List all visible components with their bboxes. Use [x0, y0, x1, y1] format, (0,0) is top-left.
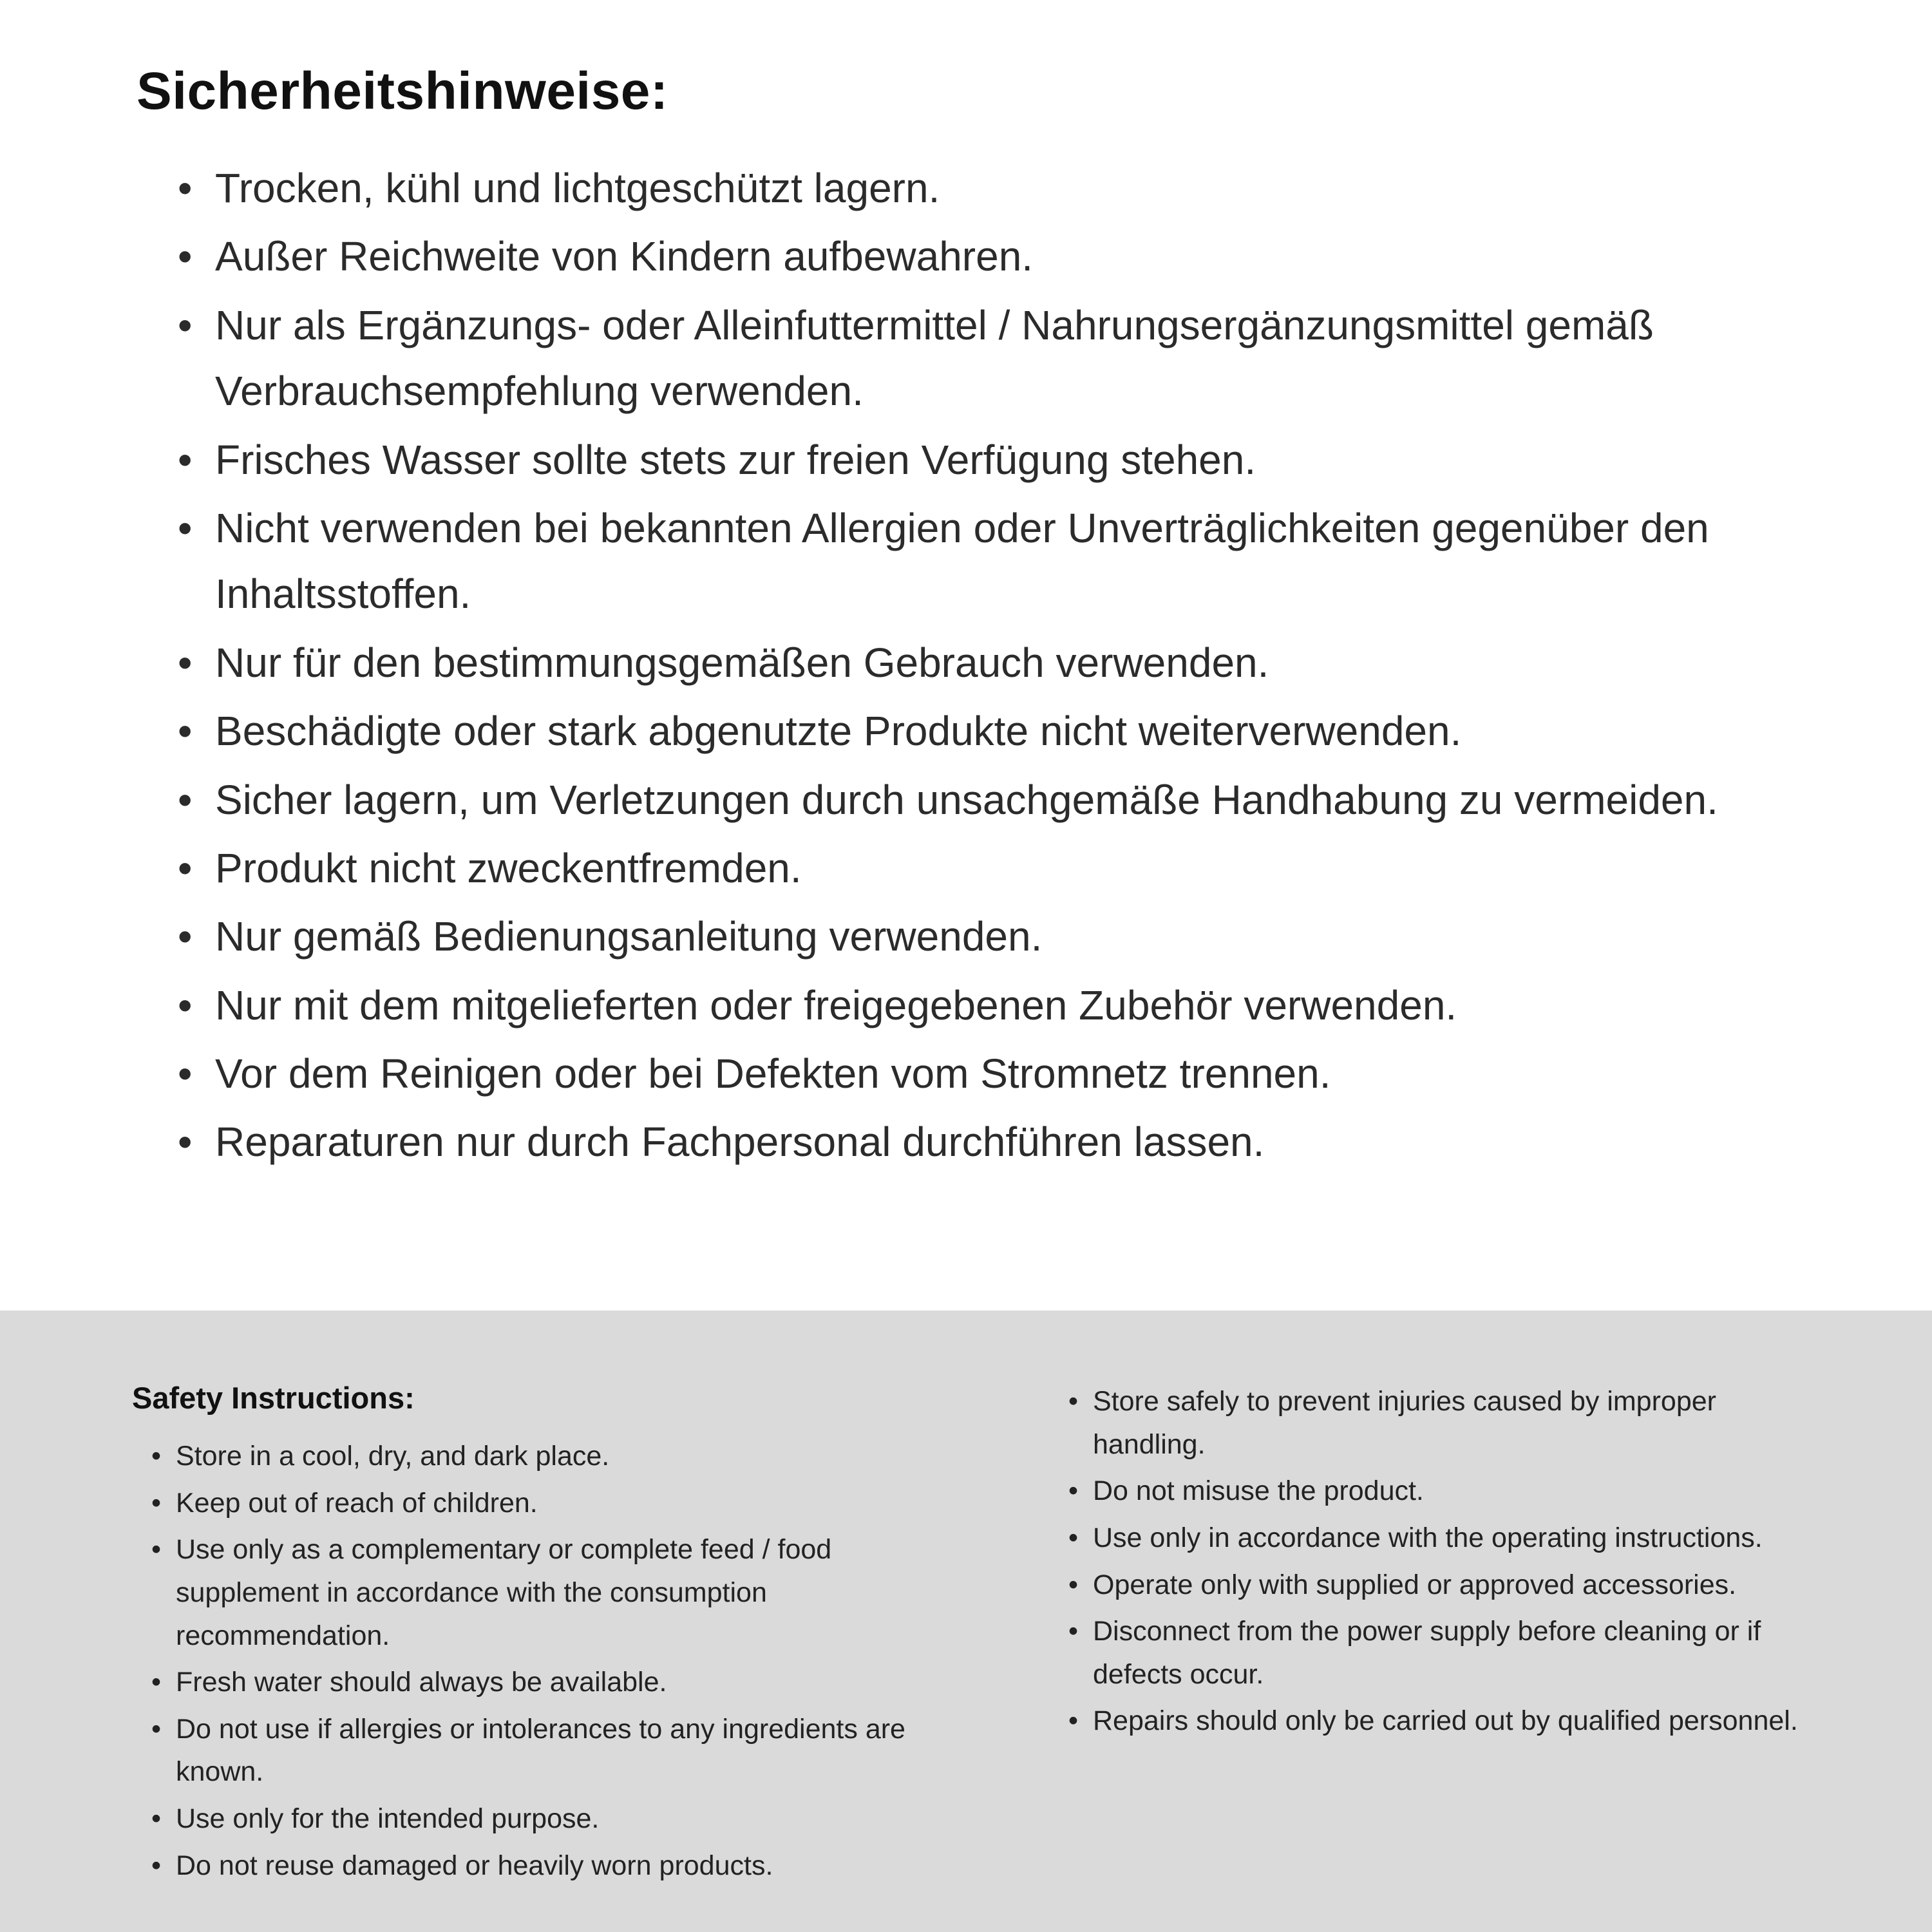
bullet-item: • Use only in accordance with the operating instructions. — [1066, 1517, 1835, 1560]
english-section-title: Safety Instructions: — [132, 1381, 415, 1415]
bullet-item: • Nur mit dem mitgelieferten oder freigegebenen Zubehör verwenden. — [174, 972, 1848, 1038]
english-left-bullet-list — [132, 1435, 963, 1887]
bullet-item: • Use only for the intended purpose. — [149, 1797, 963, 1841]
bullet-item: • Nur gemäß Bedienungsanleitung verwenden. — [174, 904, 1848, 969]
bullet-item: • Do not reuse damaged or heavily worn products. — [149, 1844, 963, 1888]
german-section-title: Sicherheitshinweise: — [137, 62, 668, 120]
bullet-item: • Do not use if allergies or intolerances to any ingredients are known. — [149, 1708, 963, 1794]
bullet-item: • Nicht verwenden bei bekannten Allergien oder Unverträglichkeiten gegenüber den Inhaltsstoffen. — [174, 495, 1848, 627]
bullet-item: • Disconnect from the power supply before cleaning or if defects occur. — [1066, 1610, 1835, 1696]
bullet-item: • Operate only with supplied or approved accessories. — [1066, 1564, 1835, 1607]
bullet-item: • Beschädigte oder stark abgenutzte Produkte nicht weiterverwenden. — [174, 698, 1848, 764]
bullet-item: • Trocken, kühl und lichtgeschützt lagern. — [174, 155, 1848, 221]
bullet-item: • Repairs should only be carried out by qualified personnel. — [1066, 1700, 1835, 1743]
bullet-item: • Do not misuse the product. — [1066, 1470, 1835, 1513]
bullet-item: • Sicher lagern, um Verletzungen durch unsachgemäße Handhabung zu vermeiden. — [174, 767, 1848, 833]
bullet-item: • Nur als Ergänzungs- oder Alleinfuttermittel / Nahrungsergänzungsmittel gemäß Verbrauchsempfehlung verwenden. — [174, 292, 1848, 424]
bullet-item: • Store safely to prevent injuries caused by improper handling. — [1066, 1380, 1835, 1466]
english-right-bullet-list — [1066, 1380, 1835, 1743]
english-left-column — [132, 1380, 963, 1932]
bullet-item: • Vor dem Reinigen oder bei Defekten vom Stromnetz trennen. — [174, 1041, 1848, 1106]
english-right-column — [1066, 1380, 1835, 1932]
bullet-item: • Store in a cool, dry, and dark place. — [149, 1435, 963, 1478]
english-safety-section — [0, 1311, 1932, 1932]
bullet-item: • Keep out of reach of children. — [149, 1482, 963, 1525]
bullet-item: • Use only as a complementary or complete feed / food supplement in accordance with the consumption recommendation. — [149, 1528, 963, 1657]
bullet-item: • Nur für den bestimmungsgemäßen Gebrauch verwenden. — [174, 630, 1848, 696]
bullet-item: • Frisches Wasser sollte stets zur freien Verfügung stehen. — [174, 427, 1848, 493]
german-bullet-list — [137, 155, 1848, 1175]
bullet-item: • Reparaturen nur durch Fachpersonal durchführen lassen. — [174, 1109, 1848, 1175]
bullet-item: • Außer Reichweite von Kindern aufbewahren. — [174, 223, 1848, 289]
bullet-item: • Fresh water should always be available. — [149, 1661, 963, 1704]
bullet-item: • Produkt nicht zweckentfremden. — [174, 835, 1848, 901]
